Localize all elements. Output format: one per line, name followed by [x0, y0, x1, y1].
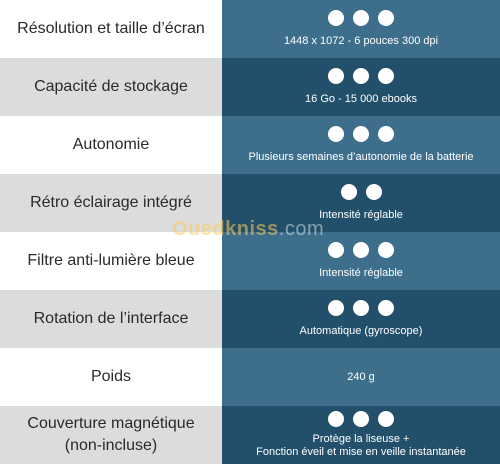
spec-row-resolution	[0, 0, 500, 58]
spec-value-text: Plusieurs semaines d’autonomie de la batterie	[248, 151, 474, 163]
spec-label	[0, 58, 222, 116]
rating-dot-icon	[378, 411, 394, 427]
rating-dot-icon	[328, 126, 344, 142]
rating-dots	[328, 300, 394, 316]
spec-value	[222, 290, 500, 348]
spec-value-text: Protège la liseuse +	[312, 433, 410, 445]
spec-value	[222, 232, 500, 290]
spec-value-subtext: Fonction éveil et mise en veille instantanée	[256, 446, 466, 458]
spec-label-text: Autonomie	[72, 136, 150, 153]
rating-dot-icon	[328, 242, 344, 258]
spec-label-text: Couverture magnétique	[27, 415, 195, 432]
spec-value	[222, 0, 500, 58]
spec-label	[0, 116, 222, 174]
rating-dot-icon	[341, 184, 357, 200]
rating-dot-icon	[378, 126, 394, 142]
rating-dots	[328, 126, 394, 142]
rating-dot-icon	[378, 300, 394, 316]
rating-dots	[341, 184, 382, 200]
rating-dots	[328, 68, 394, 84]
spec-label	[0, 0, 222, 58]
spec-label-text: Capacité de stockage	[34, 78, 188, 95]
rating-dots	[328, 411, 394, 427]
spec-label	[0, 290, 222, 348]
rating-dots	[328, 10, 394, 26]
rating-dot-icon	[353, 300, 369, 316]
spec-value-text: Intensité réglable	[319, 209, 403, 221]
spec-value	[222, 58, 500, 116]
spec-value-text: 240 g	[347, 370, 375, 383]
spec-label-text: Filtre anti-lumière bleue	[27, 252, 195, 269]
rating-dot-icon	[328, 68, 344, 84]
spec-label-text: Rétro éclairage intégré	[30, 194, 192, 211]
rating-dot-icon	[353, 126, 369, 142]
watermark-suffix: .com	[278, 218, 325, 240]
watermark-brand: Ouedkniss	[172, 218, 279, 240]
rating-dot-icon	[378, 68, 394, 84]
spec-label-text: Rotation de l’interface	[33, 310, 189, 327]
spec-row-magnetic-cover	[0, 406, 500, 464]
rating-dot-icon	[353, 10, 369, 26]
spec-label-subtext: (non-incluse)	[64, 437, 158, 454]
spec-value-text: 1448 x 1072 - 6 pouces 300 dpi	[283, 35, 439, 47]
spec-value-text: 16 Go - 15 000 ebooks	[305, 93, 417, 105]
spec-label	[0, 348, 222, 406]
spec-row-battery	[0, 116, 500, 174]
spec-label	[0, 232, 222, 290]
spec-label	[0, 406, 222, 464]
rating-dot-icon	[366, 184, 382, 200]
rating-dot-icon	[353, 68, 369, 84]
spec-value	[222, 116, 500, 174]
spec-row-storage	[0, 58, 500, 116]
spec-value	[222, 348, 500, 406]
rating-dots	[328, 242, 394, 258]
rating-dot-icon	[328, 411, 344, 427]
spec-row-weight	[0, 348, 500, 406]
spec-label-text: Résolution et taille d’écran	[17, 20, 205, 37]
spec-row-blue-light-filter	[0, 232, 500, 290]
spec-row-rotation	[0, 290, 500, 348]
rating-dot-icon	[353, 411, 369, 427]
rating-dot-icon	[378, 10, 394, 26]
rating-dot-icon	[328, 300, 344, 316]
rating-dot-icon	[353, 242, 369, 258]
spec-value	[222, 406, 500, 464]
spec-value-text: Automatique (gyroscope)	[299, 325, 423, 337]
spec-label-text: Poids	[90, 368, 132, 385]
rating-dot-icon	[328, 10, 344, 26]
spec-label	[0, 174, 222, 232]
rating-dot-icon	[378, 242, 394, 258]
spec-row-backlight	[0, 174, 500, 232]
spec-value-text: Intensité réglable	[319, 267, 403, 279]
spec-value	[222, 174, 500, 232]
